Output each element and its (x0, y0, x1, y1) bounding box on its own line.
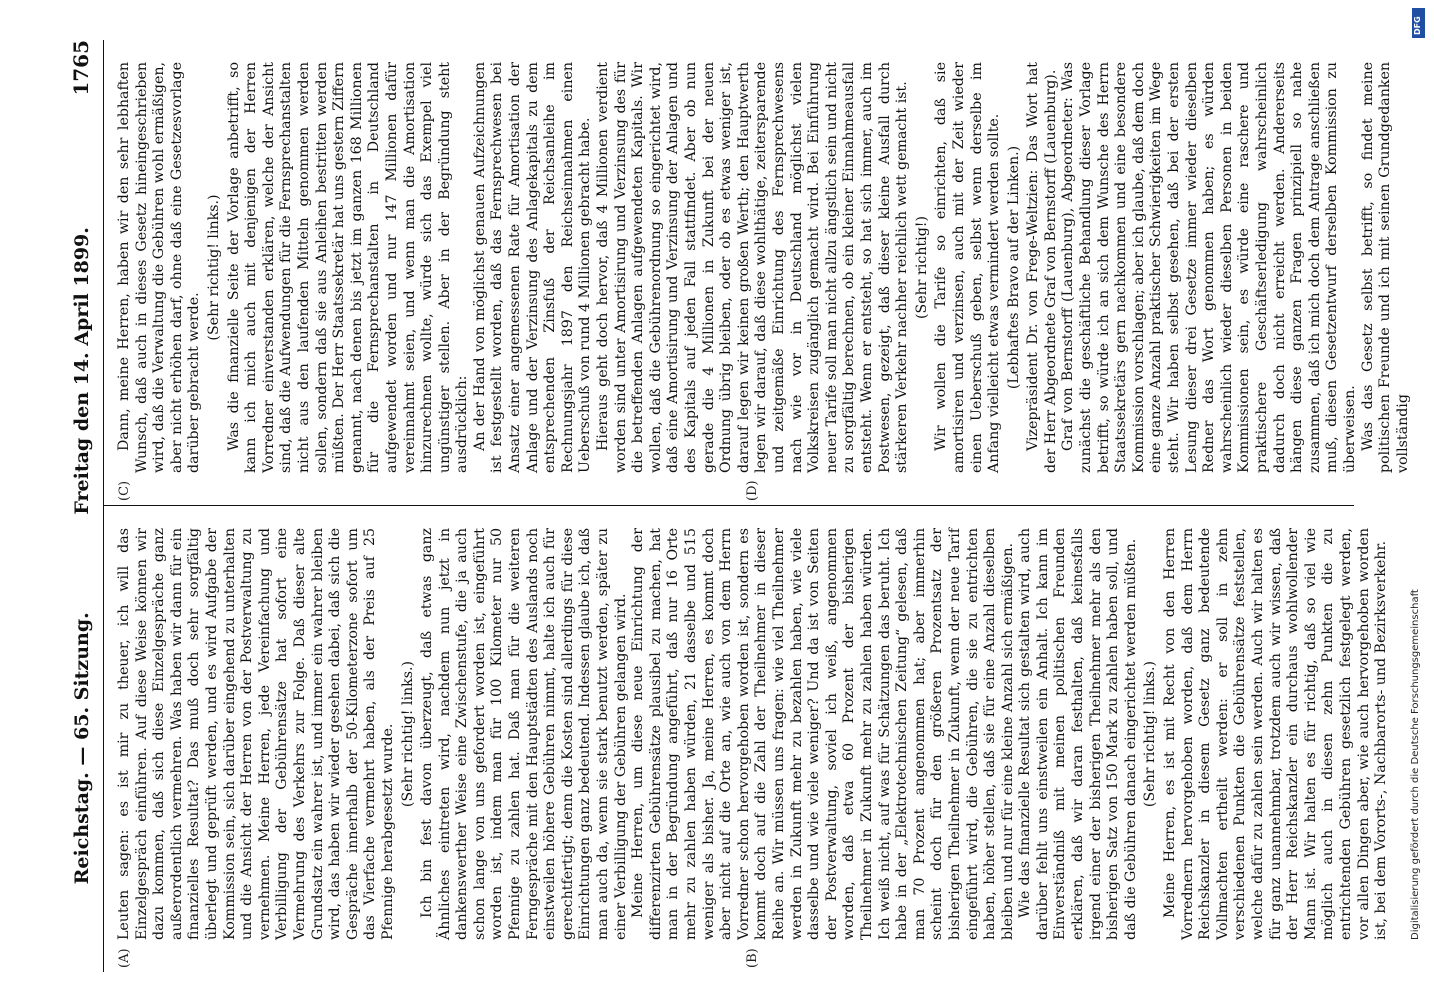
left-column (104, 506, 1390, 972)
right-column-paragraph: Graf von Bernstorff (Lauenburg), Abgeordneter: Was zunächst die geschäftliche Behandlung dieser Vorlage betrifft, so würde ich an sich dem Wunsche des Herrn Staatssekretärs gern nachkommen und eine besondere Kommission vorschlagen; aber ich glaube, daß dem doch eine ganze Anzahl praktischer Schwierigkeiten im Wege steht. Wir haben selbst gesehen, daß bei der ersten Lesung dieser drei Gesetze immer wieder dieselben Redner das Wort genommen haben; es würden wahrscheinlich wieder dieselben Personen in beiden Kommissionen sein, es würde eine raschere und praktischere Geschäftserledigung wahrscheinlich dadurch doch nicht erreicht werden. Andererseits hängen diese ganzen Fragen prinzipiell so nahe zusammen, daß ich mich doch dem Antrage anschließen muß, diesen Gesetzentwurf derselben Kommission zu überweisen. (1060, 62, 1358, 473)
right-column-paragraph: Dann, meine Herren, haben wir den sehr lebhaften Wunsch, daß auch in dieses Gesetz hineingeschrieben wird, daß die Verwaltung die Gebühren wohl ermäßigen, aber nicht erhöhen darf, ohne daß eine Gesetzesvorlage darüber gebracht werde. (116, 62, 203, 473)
marker-d: (D) (745, 480, 760, 501)
right-column-body (116, 62, 1412, 473)
left-column-paragraph: Meine Herren, um diese neue Einrichtung der differenzirten Gebührensätze plausibel zu machen, hat man in der Begründung angeführt, daß nur 16 Orte mehr zu zahlen haben würden, 21 dasselbe und 515 weniger als bisher. Ja, meine Herren, es kommt doch aber nicht auf die Orte an, wie auch von dem Herrn Vorredner schon hervorgehoben worden ist, sondern es kommt doch auf die Zahl der Theilnehmer in dieser Reihe an. Wir müssen uns fragen: wie viel Theilnehmer werden in Zukunft mehr zu bezahlen haben, wie viele dasselbe und wie viele weniger? Und da ist von Seiten der Postverwaltung, soviel ich weiß, angenommen worden, daß etwa 60 Prozent der bisherigen Theilnehmer in Zukunft mehr zu zahlen haben würden. Ich weiß nicht, auf was für Schätzungen das beruht. Ich habe in der „Elektrotechnischen Zeitung“ gelesen, daß man 70 Prozent angenommen hat; aber immerhin scheint doch für den größeren Prozentsatz der bisherigen Theilnehmer in Zukunft, wenn der neue Tarif eingeführt wird, die Gebühren, die sie zu entrichten haben, höher stellen, daß sie für eine Anzahl dieselben bleiben und nur für eine kleine Anzahl sich ermäßigen. (630, 528, 1016, 940)
left-column-paragraph: (Sehr richtig! links.) (399, 660, 416, 808)
left-column-paragraph: Leuten sagen: es ist mir zu theuer, ich will das Einzelgespräch einführen. Auf diese Weise können wir dazu kommen, daß sich diese Einzelgespräche ganz außerordentlich vermehren. Was haben wir dann für ein finanzielles Resultat? Das muß doch sehr sorgfältig überlegt und geprüft werden, und es wird Aufgabe der Kommission sein, sich darüber eingehend zu unterhalten und die Ansicht der Herren von der Postverwaltung zu vernehmen. Meine Herren, jede Vereinfachung und Verbilligung der Gebührensätze hat sofort eine Vermehrung des Verkehrs zur Folge. Daß dieser alte Grundsatz ein wahrer ist, und immer ein wahrer bleiben wird, das haben wir wieder gesehen dabei, daß sich die Gespräche innerhalb der 50-Kilometerzone sofort um das Vierfache vermehrt haben, als der Preis auf 25 Pfennige herabgesetzt wurde. (116, 528, 396, 940)
marker-c: (C) (117, 480, 132, 501)
right-column-paragraph: Was die finanzielle Seite der Vorlage anbetrifft, so kann ich mich auch mit denjenigen der Herren Vorredner einverstanden erklären, welche der Ansicht sind, daß die Aufwendungen für die Fernsprechanstalten nicht aus den laufenden Mitteln genommen werden sollen, sondern daß sie aus Anleihen bestritten werden müßten. Der Herr Staatssekretär hat uns gestern Ziffern genannt, nach denen bis jetzt im ganzen 168 Millionen für die Fernsprechanstalten in Deutschland aufgewendet worden und nur 147 Millionen dafür vereinnahmt seien, und wenn man die Amortisation hinzurechnen wollte, würde sich das Exempel viel ungünstiger stellen. Aber in der Begründung steht ausdrücklich: (225, 62, 471, 473)
header-session: Reichstag. — 65. Sitzung. (71, 612, 93, 885)
left-column-paragraph: (Sehr richtig! links.) (1142, 660, 1159, 808)
page-number: 1765 (69, 40, 93, 96)
right-column-paragraph: Vizepräsident Dr. von Frege-Weltzien: Das Wort hat der Herr Abgeordnete Graf von Bernstorff (Lauenburg). (1025, 62, 1059, 473)
dfg-logo: DFG (1412, 8, 1425, 38)
digitization-note: Digitalisierung gefördert durch die Deutsche Forschungsgemeinschaft (1410, 589, 1421, 940)
marker-a: (A) (117, 948, 132, 968)
page-header (45, 40, 104, 972)
right-column-paragraph: An der Hand von möglichst genauen Aufzeichnungen ist festgestellt worden, daß das Fernsprechwesen bei Ansatz einer angemessenen Rate für Amortisation der Anlage und der Verzinsung des Anlagekapitals zu dem entsprechenden Zinsfuß der Reichsanleihe im Rechnungsjahr 1897 den Reichseinnahmen einen Ueberschuß von rund 4 Millionen gebracht habe. (471, 62, 594, 473)
right-column (104, 40, 1411, 506)
left-column-paragraph: Wie das finanzielle Resultat sich gestalten wird, auch darüber fehlt uns einstweilen ein Anhalt. Ich kann im Einverständniß mit meinen politischen Freunden erklären, daß wir daran festhalten, daß keinesfalls irgend einer der bisherigen Theilnehmer mehr als den bisherigen Satz von 150 Mark zu zahlen haben soll, und daß die Gebühren danach eingerichtet werden müßten. (1017, 528, 1139, 940)
header-date: Freitag den 14. April 1899. (71, 227, 93, 515)
right-column-paragraph: Wir wollen die Tarife so einrichten, daß sie amortisiren und verzinsen, auch mit der Zeit wieder einen Ueberschuß geben, selbst wenn derselbe im Anfang vielleicht etwas vermindert werden sollte. (933, 62, 1003, 473)
text-columns (104, 40, 1411, 972)
document-page (17, 0, 1417, 1000)
right-column-paragraph: Hieraus geht doch hervor, daß 4 Millionen verdient worden sind unter Amortisirung und Verzinsung des für die betreffenden Anlagen aufgewendeten Kapitals. Wir wollen, daß die Gebührenordnung so eingerichtet wird, daß eine Amortisirung und Verzinsung der Anlagen und des Kapitals auf jeden Fall stattfindet. Aber ob nun gerade die 4 Millionen in Zukunft bei der neuen Ordnung übrig bleiben, oder ob es etwas weniger ist, darauf legen wir keinen großen Werth; den Hauptwerth legen wir darauf, daß diese wohlthätige, zeitersparende und zeitgemäße Einrichtung des Fernsprechwesens nach wie vor in Deutschland möglichst vielen Volkskreisen zugänglich gemacht wird. Bei Einführung neuer Tarife soll man nicht allzu ängstlich sein und nicht zu sorgfältig berechnen, ob ein kleiner Einnahmeausfall entsteht. Wenn er entsteht, so hat sich immer, auch im Postwesen, gezeigt, daß dieser kleine Ausfall durch stärkeren Verkehr nachher reichlich wett gemacht ist. (595, 62, 911, 473)
right-column-paragraph: (Sehr richtig! links.) (205, 194, 222, 341)
right-column-paragraph: Was das Gesetz selbst betrifft, so findet meine politischen Freunde und ich mit seinen Grundgedanken vollständig (1359, 62, 1411, 473)
left-column-paragraph: Meine Herren, es ist mit Recht von den Herren Vorrednern hervorgehoben worden, daß dem Herrn Reichskanzler in diesem Gesetz ganz bedeutende Vollmachten ertheilt werden: er soll in zehn verschiedenen Punkten die Gebührensätze feststellen, welche dafür zu zahlen sein werden. Auch wir halten es für ganz unannehmbar, trotzdem auch wir wissen, daß der Herr Reichskanzler ein durchaus wohlwollender Mann ist. Wir halten es für richtig, daß so viel wie möglich auch in diesen zehn Punkten die zu entrichtenden Gebühren gesetzlich festgelegt werden, vor allen Dingen aber, wie auch hervorgehoben worden ist, bei dem Vororts-, Nachbarorts- und Bezirksverkehr. (1162, 528, 1390, 940)
left-column-body (116, 528, 1391, 940)
marker-b: (B) (745, 948, 760, 968)
right-column-paragraph: (Sehr richtig!) (913, 215, 930, 320)
left-column-paragraph: Ich bin fest davon überzeugt, daß etwas ganz Ähnliches eintreten wird, nachdem nun jetzt in dankenswerther Weise eine Zwischenstufe, die ja auch schon lange von uns gefordert worden ist, eingeführt worden ist, indem man für 100 Kilometer nur 50 Pfennige zu zahlen hat. Daß man für die weiteren Ferngespräche mit den Hauptstädten des Auslands noch einstweilen höhere Gebühren nimmt, halte ich auch für gerechtfertigt; denn die Kosten sind allerdings für diese Einrichtungen ganz bedeutend. Indessen glaube ich, daß man auch da, wenn sie stark benutzt werden, später zu einer Verbilligung der Gebühren gelangen wird. (419, 528, 629, 940)
right-column-paragraph: (Lebhaftes Bravo auf der Linken.) (1005, 145, 1022, 390)
